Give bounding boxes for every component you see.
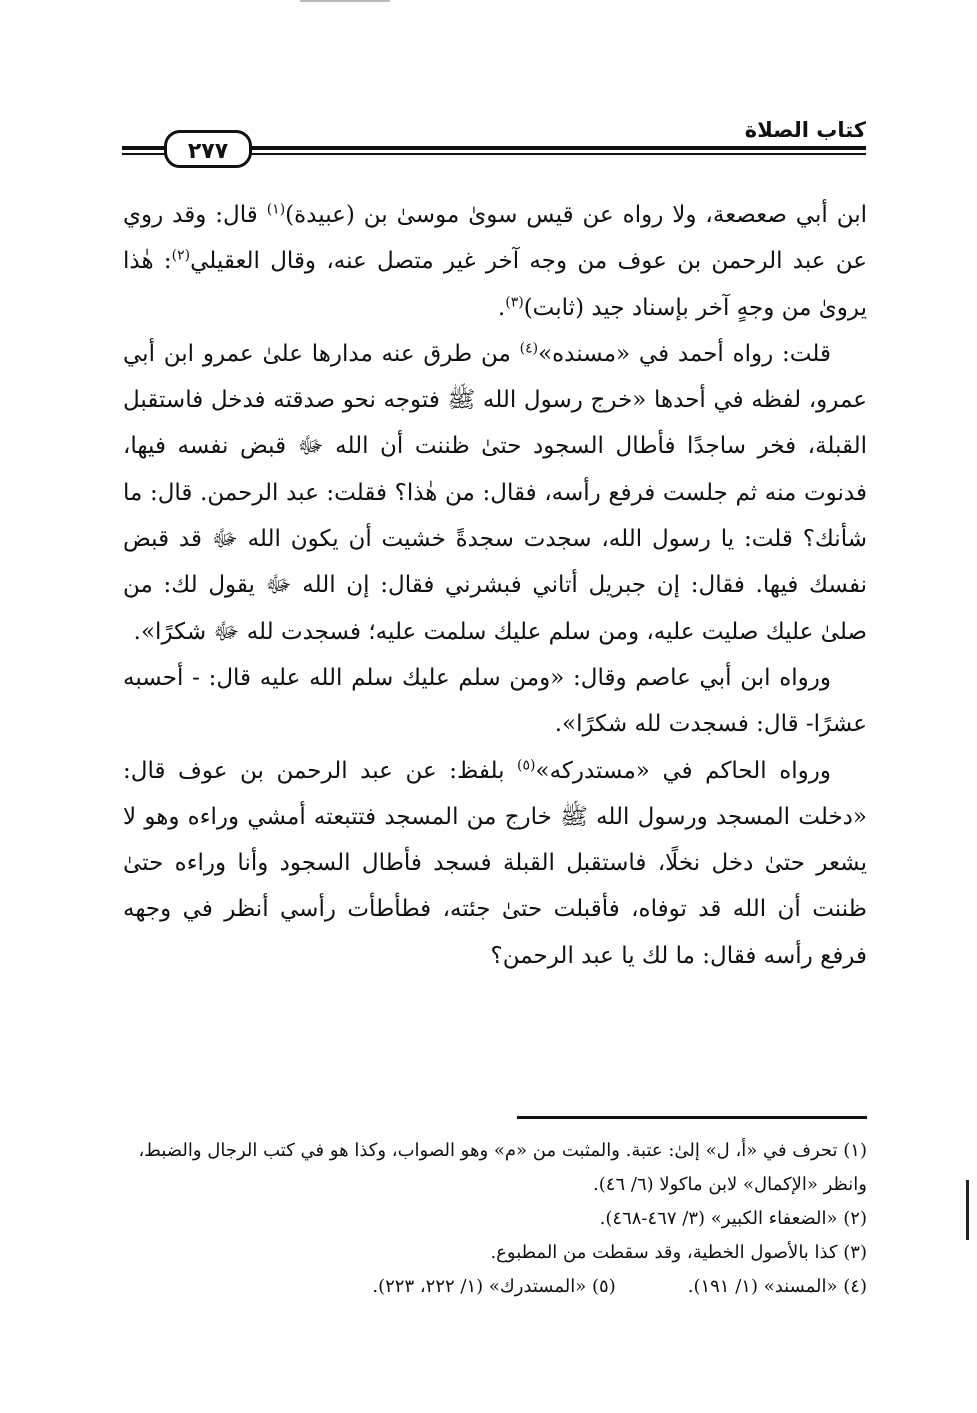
footnote-ref-4: (٤) [519,340,539,357]
page-number: ٢٧٧ [164,130,252,168]
paragraph-text: بلفظ: عن عبد الرحمن بن عوف قال: «دخلت المسجد ورسول الله ﷺ خارج من المسجد فتتبعته أمشي وراءه وهو لا يشعر حتىٰ دخل نخلًا، فاستقبل القبلة فسجد فأطال السجود وأنا وراءه حتىٰ ظننت أن الله قد توفاه، فأقبلت حتىٰ جئته، فطأطأت رأسي أنظر في وجهه فرفع رأسه فقال: ما لك يا عبد الرحمن؟ [123,757,867,969]
paragraph-2 [123,331,867,655]
footnotes [123,1134,867,1304]
paragraph-text: قلت: رواه أحمد في «مسنده» [538,340,831,367]
footnote-ref-3: (٣) [505,293,524,310]
footnote-2: (٢) «الضعفاء الكبير» (٣/ ٤٦٧-٤٦٨). [599,1208,867,1229]
paragraph-3: ورواه ابن أبي عاصم وقال: «ومن سلم عليك سلم الله عليه قال: - أحسبه عشرًا- قال: فسجدت لله شكرًا». [123,664,867,738]
footnote-3: (٣) كذا بالأصول الخطية، وقد سقطت من المطبوع. [490,1242,867,1263]
footnote-row [123,1270,867,1304]
paragraph-4 [123,748,867,979]
book-title: كتاب الصلاة [739,116,866,144]
footnote-ref-1: (١) [266,201,286,218]
paragraph-text: قال: وقد روي عن عبد الرحمن بن عوف من وجه آخر غير متصل عنه، وقال العقيلي [123,202,868,275]
paragraph-text: ابن أبي صعصعة، ولا رواه عن قيس سوىٰ موسىٰ بن (عبيدة) [285,202,867,228]
page-header [122,118,866,164]
scan-edge-mark [966,1180,969,1240]
scan-smudge [300,0,390,2]
footnote-4: (٤) «المسند» (١/ ١٩١). [687,1276,867,1297]
paragraph-text: من طرق عنه مدارها علىٰ عمرو ابن أبي عمرو، لفظه في أحدها «خرج رسول الله ﷺ فتوجه نحو صدقته فدخل فاستقبل القبلة، فخر ساجدًا فأطال السجود حتىٰ ظننت أن الله ﷻ قبض نفسه فيها، فدنوت منه ثم جلست فرفع رأسه، فقال: من هٰذا؟ فقلت: عبد الرحمن. قال: ما شأنك؟ قلت: يا رسول الله، سجدت سجدةً خشيت أن يكون الله ﷻ قد قبض نفسك فيها. فقال: إن جبريل أتاني فبشرني فقال: إن الله ﷻ يقول لك: من صلىٰ عليك صليت عليه، ومن سلم عليك سلمت عليه؛ فسجدت لله ﷻ شكرًا». [123,340,867,645]
paragraph-text: ورواه الحاكم في «مستدركه» [535,757,831,784]
footnote-ref-5: (٥) [517,756,536,773]
footnote-ref-2: (٢) [171,247,191,264]
paragraph-1 [123,192,867,331]
paragraph-text: . [497,294,506,321]
paragraph-text: : هٰذا يروىٰ من وجهٍ آخر بإسناد جيد (ثابت) [123,248,867,321]
footnote-1: (١) تحرف في «أ، ل» إلىٰ: عتبة. والمثبت من «م» وهو الصواب، وكذا هو في كتب الرجال والضبط، وانظر «الإكمال» لابن ماكولا (٦/ ٤٦). [138,1140,867,1195]
main-text [123,192,867,979]
footnote-5: (٥) «المستدرك» (١/ ٢٢٢، ٢٢٣). [372,1276,616,1297]
footnote-separator [517,1116,867,1119]
